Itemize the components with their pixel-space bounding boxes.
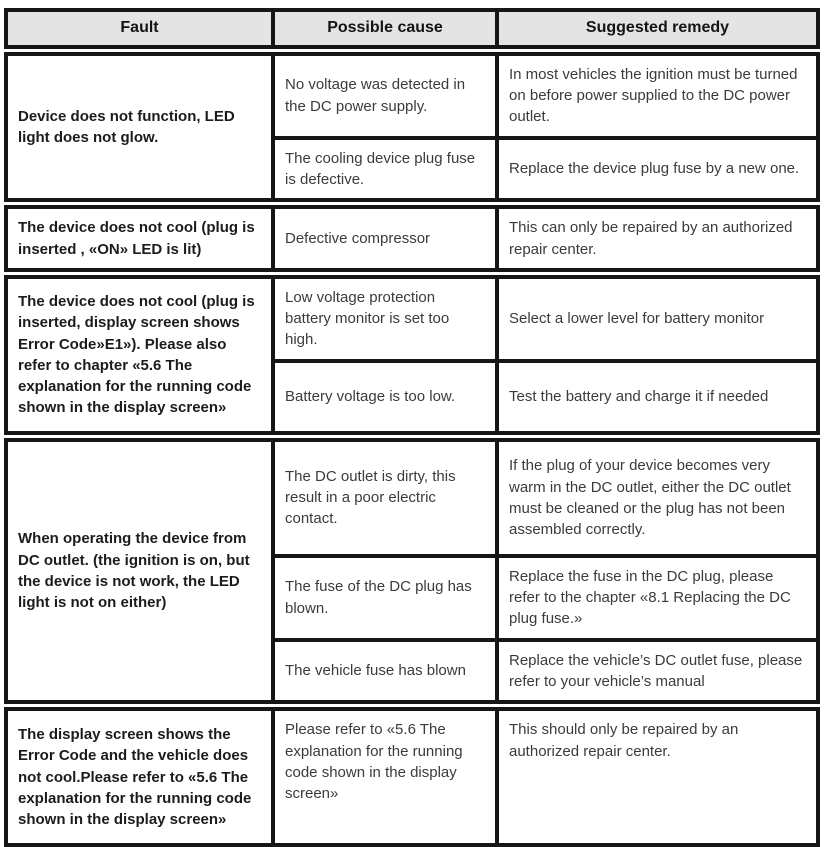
remedy-cell: This can only be repaired by an authorized repair center. — [499, 209, 816, 268]
cause-cell: No voltage was detected in the DC power supply. — [275, 56, 495, 136]
remedy-cell: Select a lower level for battery monitor — [499, 279, 816, 359]
header-fault: Fault — [8, 12, 271, 45]
cause-cell: The vehicle fuse has blown — [275, 642, 495, 701]
cause-cell: The cooling device plug fuse is defective. — [275, 140, 495, 199]
remedy-cell: In most vehicles the ignition must be turned on before power supplied to the DC power outlet. — [499, 56, 816, 136]
cause-cell: Low voltage protection battery monitor is set too high. — [275, 279, 495, 359]
header-possible-cause: Possible cause — [275, 12, 495, 45]
fault-cell: Device does not function, LED light does not glow. — [8, 56, 271, 198]
fault-row-group-4 — [4, 438, 820, 704]
fault-row-group-5 — [4, 707, 820, 847]
remedy-cell: If the plug of your device becomes very warm in the DC outlet, either the DC outlet must be cleaned or the plug has not been assembled correctly. — [499, 442, 816, 554]
troubleshooting-table — [4, 8, 820, 847]
cause-cell: Defective compressor — [275, 209, 495, 268]
fault-cell: The device does not cool (plug is inserted , «ON» LED is lit) — [8, 209, 271, 268]
remedy-cell: Replace the fuse in the DC plug, please refer to the chapter «8.1 Replacing the DC plug fuse.» — [499, 558, 816, 638]
fault-row-group-3 — [4, 275, 820, 435]
fault-cell: The device does not cool (plug is inserted, display screen shows Error Code»E1»). Please also refer to chapter «5.6 The explanation for the running code shown in the display screen» — [8, 279, 271, 431]
cause-cell: The fuse of the DC plug has blown. — [275, 558, 495, 638]
remedy-cell: This should only be repaired by an authorized repair center. — [499, 711, 816, 843]
remedy-cell: Test the battery and charge it if needed — [499, 363, 816, 431]
cause-cell: Please refer to «5.6 The explanation for the running code shown in the display screen» — [275, 711, 495, 843]
cause-cell: The DC outlet is dirty, this result in a poor electric contact. — [275, 442, 495, 554]
remedy-cell: Replace the device plug fuse by a new one. — [499, 140, 816, 199]
cause-cell: Battery voltage is too low. — [275, 363, 495, 431]
remedy-cell: Replace the vehicle’s DC outlet fuse, please refer to your vehicle’s manual — [499, 642, 816, 701]
fault-row-group-1 — [4, 52, 820, 202]
fault-cell: When operating the device from DC outlet. (the ignition is on, but the device is not work, the LED light is not on either) — [8, 442, 271, 700]
header-suggested-remedy: Suggested remedy — [499, 12, 816, 45]
fault-cell: The display screen shows the Error Code and the vehicle does not cool.Please refer to «5.6 The explanation for the running code shown in the display screen» — [8, 711, 271, 843]
fault-row-group-2 — [4, 205, 820, 272]
table-header-row — [4, 8, 820, 49]
